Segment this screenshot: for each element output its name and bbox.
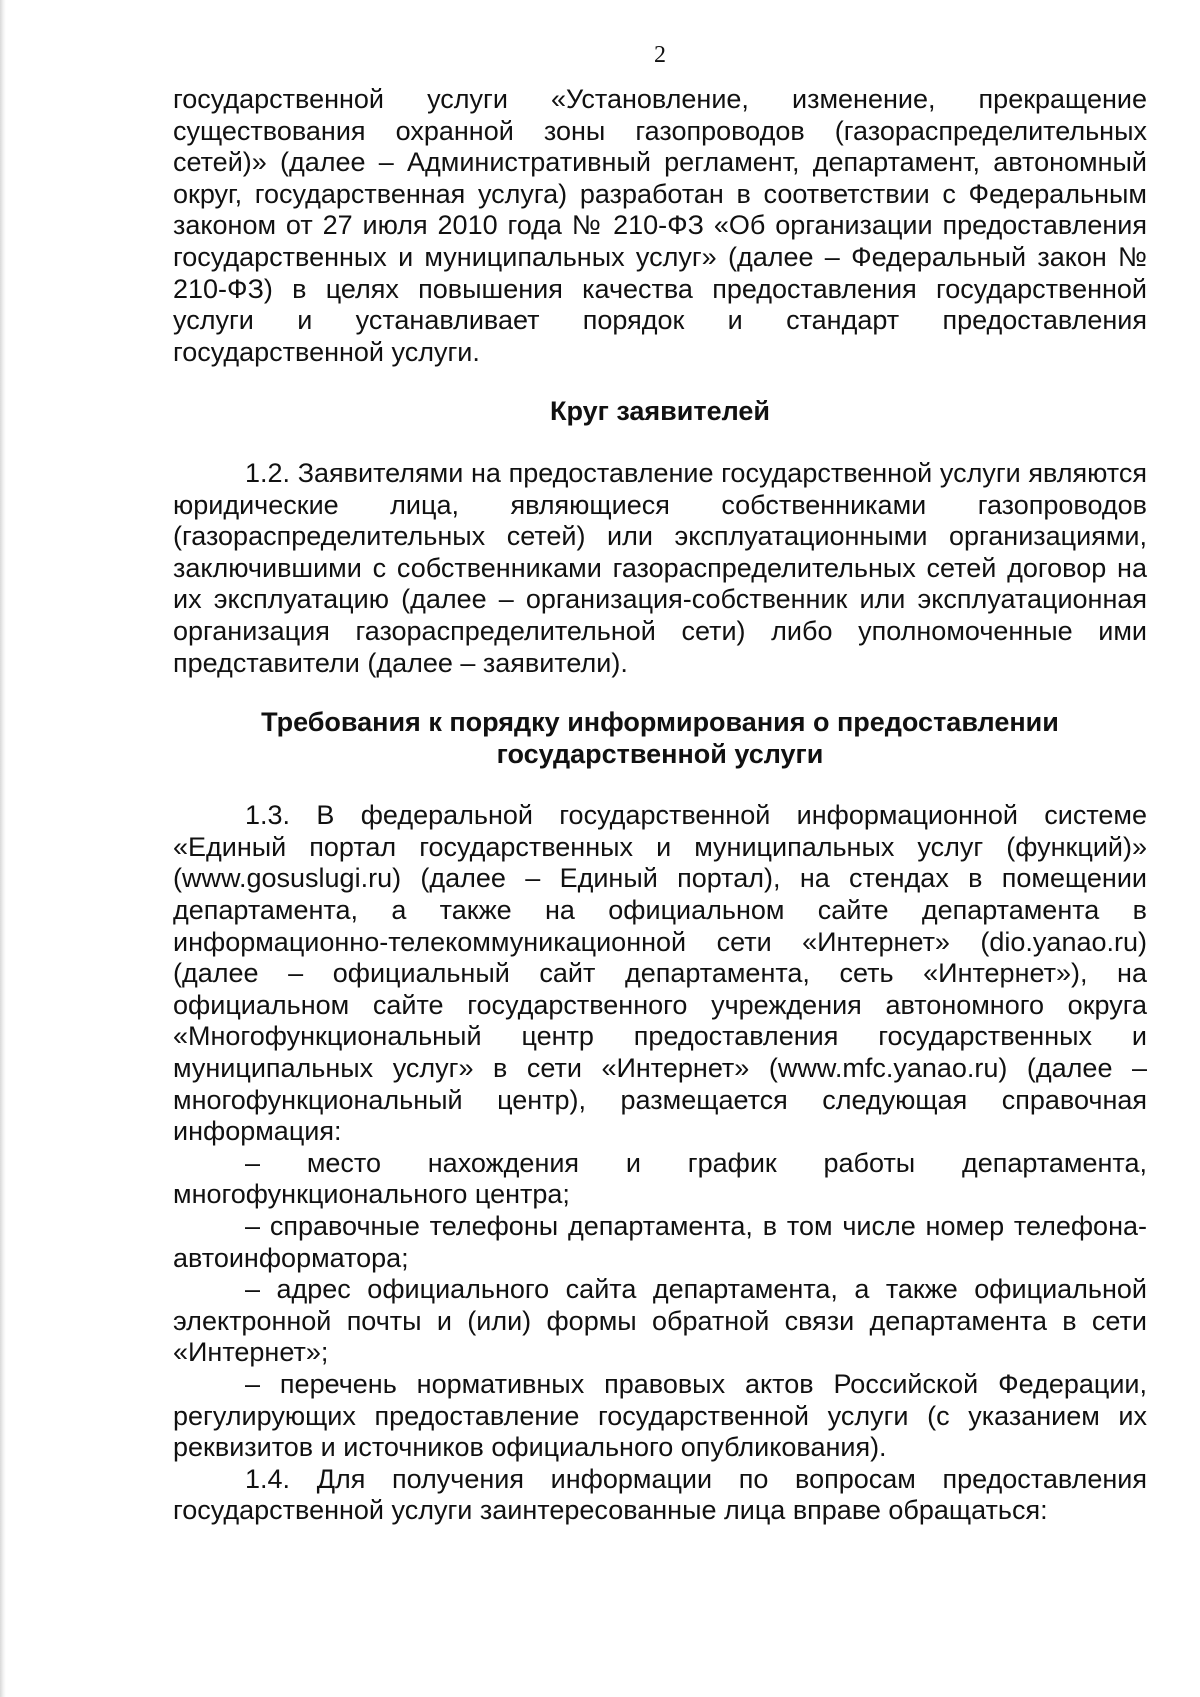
list-item-legal-acts: – перечень нормативных правовых актов Российской Федерации, регулирующих предоставление государственной услуги (с указанием их реквизитов и источников официального опубликования). <box>173 1368 1147 1463</box>
section-heading-applicants: Круг заявителей <box>549 396 771 427</box>
paragraph-1-3: 1.3. В федеральной государственной информационной системе «Единый портал государственных и муниципальных услуг (функций)» (www.gosuslugi.ru) (далее – Единый портал), на стендах в помещении департамента, а также на официальном сайте департамента в информационно-телекоммуникационной сети «Интернет» (dio.yanao.ru) (далее – официальный сайт департамента, сеть «Интернет»), на официальном сайте государственного учреждения автономного округа «Многофункциональный центр предоставления государственных и муниципальных услуг» в сети «Интернет» (www.mfc.yanao.ru) (далее – многофункциональный центр), размещается следующая справочная информация: <box>173 800 1147 1147</box>
heading-line-1: Требования к порядку информирования о предоставлении <box>261 707 1059 738</box>
list-item-phones: – справочные телефоны департамента, в том числе номер телефона-автоинформатора; <box>173 1211 1147 1273</box>
heading-line-2: государственной услуги <box>496 738 824 769</box>
section-heading-informing <box>173 707 1147 770</box>
paragraph-1-2: 1.2. Заявителями на предоставление государственной услуги являются юридические лица, являющиеся собственниками газопроводов (газораспределительных сетей) или эксплуатационными организациями, заключившими с собственниками газораспределительных сетей договор на их эксплуатацию (далее – организация-собственник или эксплуатационная организация газораспределительной сети) либо уполномоченные ими представители (далее – заявители). <box>173 457 1147 678</box>
scan-edge-shadow <box>0 0 6 1697</box>
paragraph-1-4: 1.4. Для получения информации по вопросам предоставления государственной услуги заинтересованные лица вправе обращаться: <box>173 1463 1147 1526</box>
intro-paragraph: государственной услуги «Установление, изменение, прекращение существования охранной зоны газопроводов (газораспределительных сетей)» (далее – Административный регламент, департамент, автономный округ, государственная услуга) разработан в соответствии с Федеральным законом от 27 июля 2010 года № 210-ФЗ «Об организации предоставления государственных и муниципальных услуг» (далее – Федеральный закон № 210-ФЗ) в целях повышения качества предоставления государственной услуги и устанавливает порядок и стандарт предоставления государственной услуги. <box>173 84 1147 367</box>
list-item-location: – место нахождения и график работы департамента, многофункционального центра; <box>173 1147 1147 1210</box>
list-item-website: – адрес официального сайта департамента, а также официальной электронной почты и (или) формы обратной связи департамента в сети «Интернет»; <box>173 1274 1147 1368</box>
document-page <box>173 40 1147 1527</box>
page-number: 2 <box>654 42 666 68</box>
